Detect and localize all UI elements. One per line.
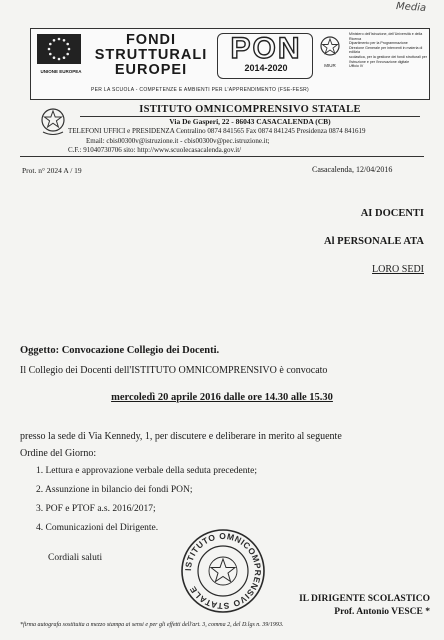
miur-caption: MIUR <box>324 63 336 68</box>
handwritten-note: Media <box>395 0 427 15</box>
agenda-item: 4. Comunicazioni del Dirigente. <box>36 523 159 533</box>
pon-tagline: PER LA SCUOLA - COMPETENZE E AMBIENTI PER L'APPRENDIMENTO (FSE-FESR) <box>91 87 309 93</box>
ministry-line: Direzione Generale per interventi in materia di edilizia <box>349 45 423 55</box>
agenda-item: 3. POF e PTOF a.s. 2016/2017; <box>36 504 156 514</box>
protocol-number: Prot. n° 2024 A / 19 <box>22 166 82 175</box>
ministry-line: Ministero dell'Istruzione, dell'Università e della Ricerca <box>349 32 423 41</box>
intro-text: Il Collegio dei Docenti dell'ISTITUTO OMNICOMPRENSIVO è convocato <box>20 365 328 376</box>
divider <box>20 156 424 157</box>
fondi-line: STRUTTURALI <box>94 47 208 63</box>
footnote: *firma autografa sostituita a mezzo stampa ai sensi e per gli effetti dell'art. 3, comma 2, del D.lgs n. 39/1993. <box>20 622 284 628</box>
agenda-item: 2. Assunzione in bilancio dei fondi PON; <box>36 485 193 495</box>
signer-name: Prof. Antonio VESCE * <box>334 607 430 617</box>
recipient-docenti: AI DOCENTI <box>360 208 424 219</box>
ministry-line: l'istruzione e per l'innovazione digitale <box>349 59 410 64</box>
pon-word: PON <box>230 32 302 65</box>
place-date: Casacalenda, 12/04/2016 <box>312 165 393 174</box>
ministry-text <box>349 32 429 69</box>
svg-text:ISTITUTO OMNICOMPRENSIVO STATA: ISTITUTO OMNICOMPRENSIVO STATALE <box>182 530 264 612</box>
school-address: Via De Gasperi, 22 - 86043 CASACALENDA (CB) <box>169 117 331 126</box>
fondi-strutturali-logo <box>91 33 211 78</box>
closing-greeting: Cordiali saluti <box>48 553 103 563</box>
fondi-line: FONDI <box>125 32 177 48</box>
ministry-line: Dipartimento per la Programmazione <box>349 41 408 46</box>
fondi-line: EUROPEI <box>114 62 188 78</box>
republic-emblem-icon <box>319 35 341 59</box>
recipient-loro-sedi: LORO SEDI <box>372 264 424 275</box>
pon-banner <box>30 28 430 100</box>
pon-years: 2014-2020 <box>244 63 288 73</box>
ministry-line: scolastica, per la gestione dei fondi strutturali per <box>349 54 427 59</box>
pon-logo <box>217 33 313 79</box>
school-email: Email: cbis00300v@istruzione.it - cbis00300v@pec.istruzione.it; <box>86 137 270 145</box>
school-stamp <box>180 528 266 614</box>
agenda-title: Ordine del Giorno: <box>20 448 97 459</box>
subject-line: Oggetto: Convocazione Collegio dei Docenti. <box>20 345 220 356</box>
eu-caption: UNIONE EUROPEA <box>40 69 82 74</box>
eu-flag-icon <box>37 34 81 64</box>
school-phones: TELEFONI UFFICI e PRESIDENZA Centralino 0874 841565 Fax 0874 841245 Presidenza 0874 841619 <box>68 127 366 135</box>
meeting-datetime: mercoledì 20 aprile 2016 dalle ore 14.30 alle 15.30 <box>111 392 333 403</box>
place-text: presso la sede di Via Kennedy, 1, per discutere e deliberare in merito al seguente <box>20 431 342 442</box>
signer-title: IL DIRIGENTE SCOLASTICO <box>299 594 430 604</box>
school-cf-site: C.F.: 91040730706 sito: http://www.scuolecasacalenda.gov.it/ <box>68 146 242 154</box>
agenda-item: 1. Lettura e approvazione verbale della seduta precedente; <box>36 466 258 476</box>
school-name: ISTITUTO OMNICOMPRENSIVO STATALE <box>139 104 361 115</box>
recipient-ata: Al PERSONALE ATA <box>324 236 424 247</box>
ministry-line: Ufficio IV <box>349 64 364 69</box>
italian-republic-emblem-icon <box>38 106 68 138</box>
